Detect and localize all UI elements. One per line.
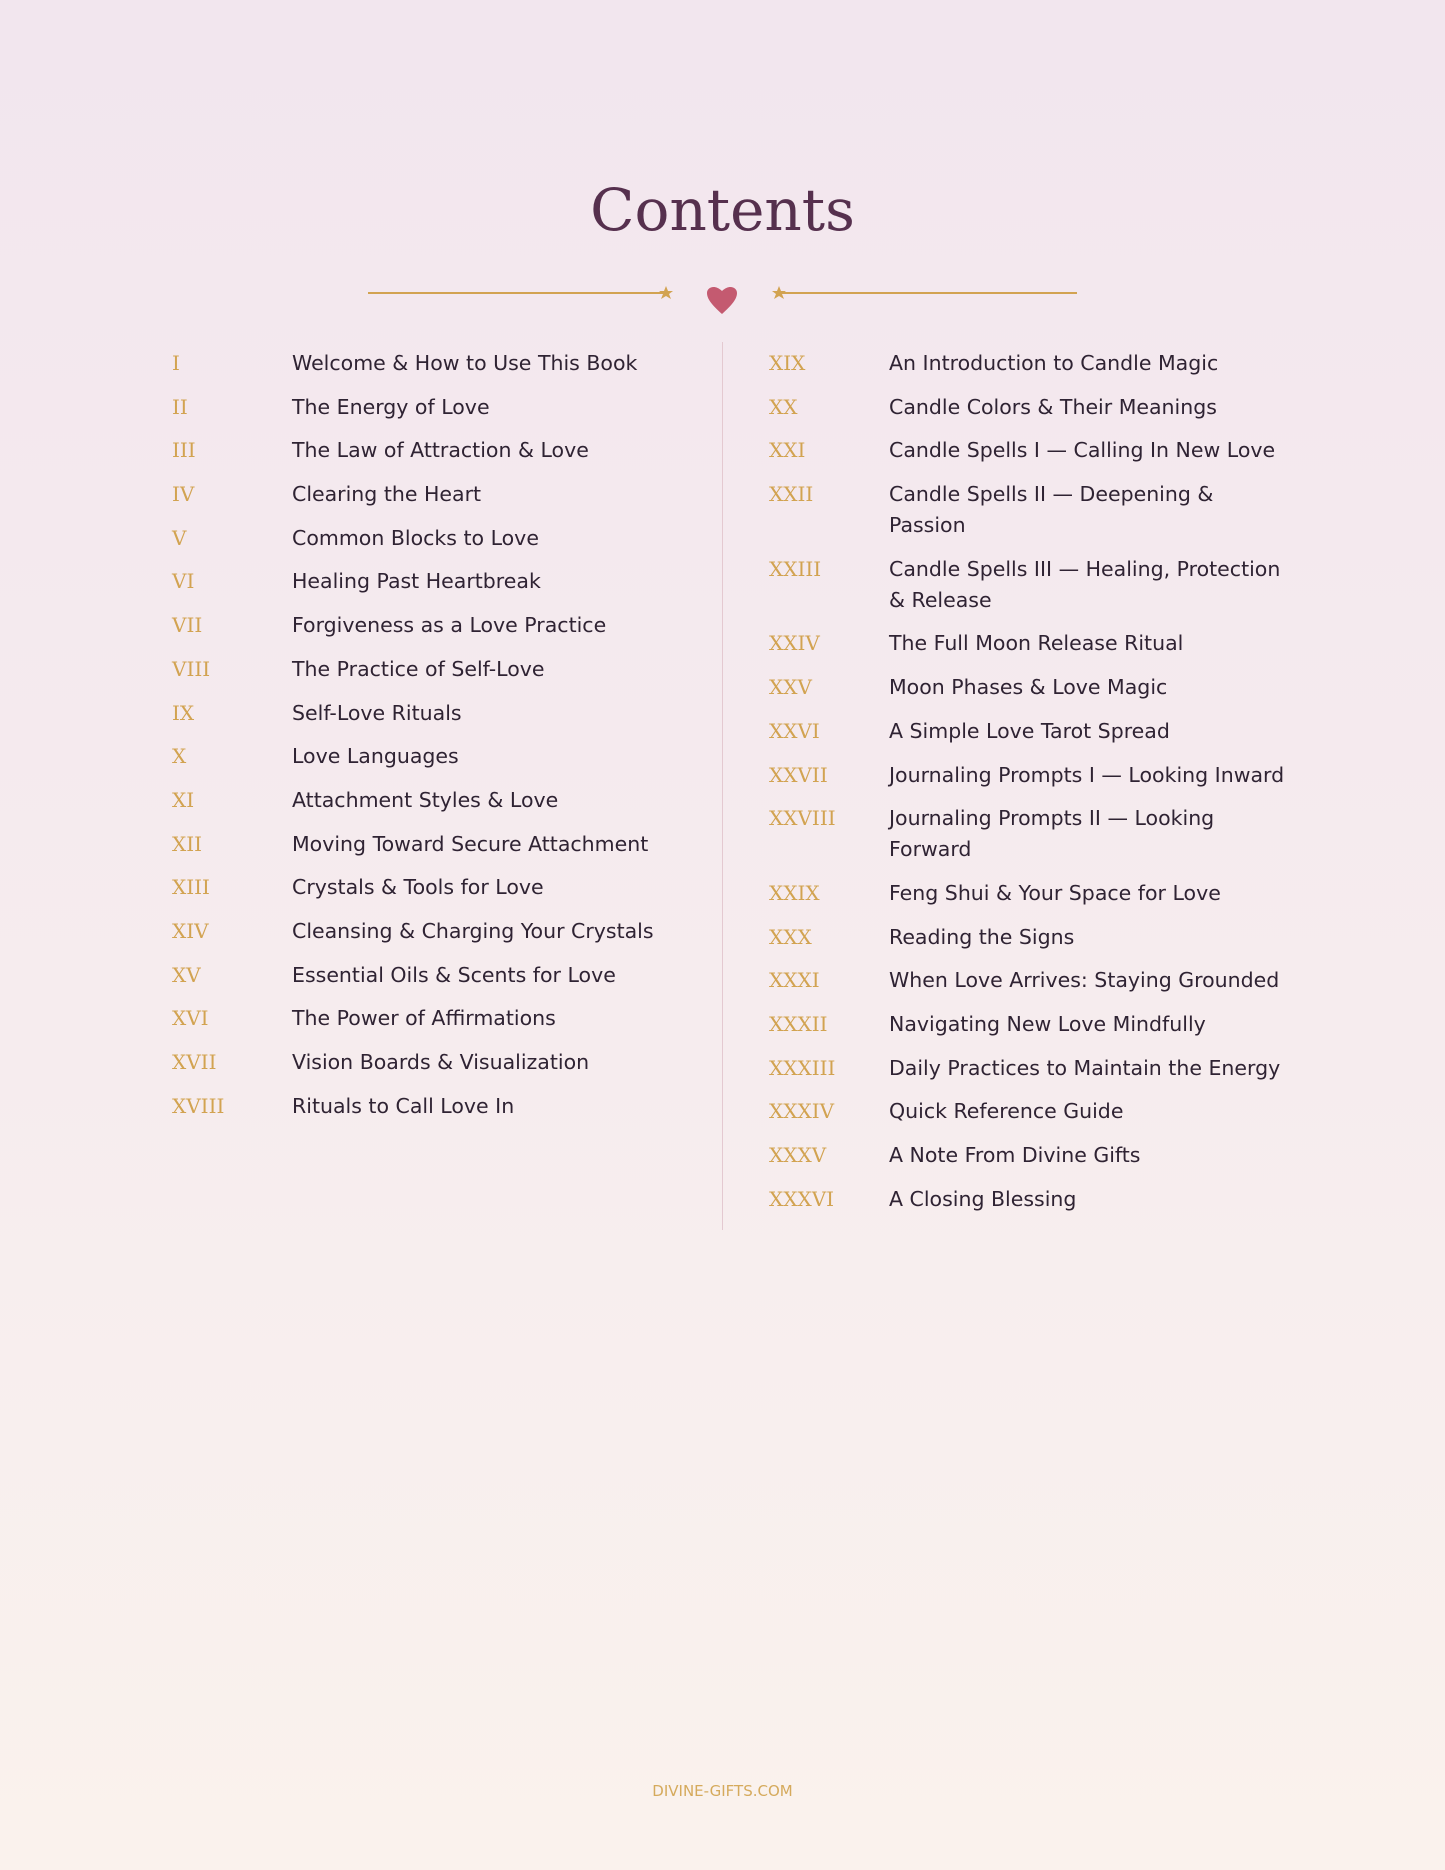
toc-entry[interactable]	[172, 916, 692, 947]
toc-entry[interactable]	[172, 872, 692, 903]
chapter-number: XXVI	[769, 718, 820, 743]
chapter-title: Cleansing & Charging Your Crystals	[292, 918, 654, 943]
chapter-number: IX	[172, 700, 195, 725]
chapter-number: XVI	[172, 1006, 209, 1031]
chapter-title: Candle Spells I — Calling In New Love	[889, 438, 1276, 463]
chapter-number: XV	[172, 962, 201, 987]
chapter-title: Moon Phases & Love Magic	[889, 675, 1168, 700]
toc-entry[interactable]	[769, 1009, 1299, 1040]
chapter-title: Candle Spells II — Deepening & Passion	[889, 482, 1214, 538]
star-icon	[659, 286, 673, 299]
chapter-title: A Note From Divine Gifts	[889, 1143, 1141, 1167]
chapter-title: Vision Boards & Visualization	[292, 1050, 590, 1074]
toc-entry[interactable]	[769, 716, 1299, 747]
chapter-number: XI	[172, 787, 195, 812]
chapter-title: A Simple Love Tarot Spread	[889, 718, 1170, 743]
chapter-number: XXV	[769, 675, 812, 700]
chapter-title: Forgiveness as a Love Practice	[292, 613, 607, 638]
chapter-number: XVII	[172, 1050, 217, 1074]
chapter-number: XXXI	[769, 968, 820, 993]
chapter-number: XXXVI	[769, 1186, 835, 1211]
chapter-title: Daily Practices to Maintain the Energy	[889, 1055, 1281, 1080]
toc-entry[interactable]	[172, 523, 692, 554]
toc-entry[interactable]	[769, 1053, 1299, 1084]
chapter-number: X	[172, 744, 187, 769]
toc-entry[interactable]	[769, 554, 1299, 616]
chapter-number: VIII	[172, 656, 211, 681]
chapter-title: The Practice of Self-Love	[292, 656, 545, 681]
chapter-number: V	[172, 525, 187, 550]
chapter-number: XX	[769, 394, 798, 419]
footer-website[interactable]: DIVINE-GIFTS.COM	[652, 1782, 793, 1800]
chapter-title: Quick Reference Guide	[889, 1099, 1124, 1124]
toc-column-right	[769, 348, 1299, 1227]
chapter-number: XXXV	[769, 1143, 827, 1167]
chapter-title: Moving Toward Secure Attachment	[292, 831, 649, 856]
toc-entry[interactable]	[769, 1140, 1299, 1171]
toc-entry[interactable]	[769, 628, 1299, 659]
chapter-title: A Closing Blessing	[889, 1186, 1077, 1211]
chapter-title: The Power of Affirmations	[292, 1006, 556, 1031]
toc-entry[interactable]	[769, 760, 1299, 791]
toc-entry[interactable]	[769, 1184, 1299, 1215]
toc-entry[interactable]	[172, 610, 692, 641]
chapter-number: III	[172, 438, 196, 463]
chapter-title: Common Blocks to Love	[292, 525, 539, 550]
column-divider	[722, 342, 723, 1230]
chapter-number: XXVII	[769, 762, 828, 787]
title-ornament	[0, 278, 1445, 322]
chapter-title: Crystals & Tools for Love	[292, 875, 544, 900]
chapter-title: When Love Arrives: Staying Grounded	[889, 968, 1280, 993]
toc-entry[interactable]	[172, 1047, 692, 1078]
chapter-title: Navigating New Love Mindfully	[889, 1011, 1206, 1036]
toc-entry[interactable]	[769, 392, 1299, 423]
chapter-number: XIX	[769, 351, 806, 375]
chapter-title: Welcome & How to Use This Book	[292, 351, 638, 375]
chapter-number: XIV	[172, 918, 209, 943]
chapter-number: XXIV	[769, 631, 820, 656]
chapter-number: XVIII	[172, 1093, 225, 1118]
toc-entry[interactable]	[172, 829, 692, 860]
toc-entry[interactable]	[172, 392, 692, 423]
toc-entry[interactable]	[172, 785, 692, 816]
chapter-title: Journaling Prompts II — Looking Forward	[889, 806, 1215, 862]
toc-entry[interactable]	[172, 348, 692, 379]
heart-icon	[707, 287, 737, 314]
chapter-title: Candle Colors & Their Meanings	[889, 394, 1217, 419]
chapter-title: Candle Spells III — Healing, Protection & Release	[889, 556, 1281, 612]
chapter-title: Healing Past Heartbreak	[292, 569, 541, 594]
chapter-title: Journaling Prompts I — Looking Inward	[889, 762, 1285, 787]
toc-entry[interactable]	[769, 965, 1299, 996]
chapter-number: XII	[172, 831, 203, 856]
chapter-number: XXIX	[769, 880, 820, 905]
chapter-title: Rituals to Call Love In	[292, 1093, 515, 1118]
chapter-number: XXXIV	[769, 1099, 835, 1124]
toc-entry[interactable]	[769, 435, 1299, 466]
chapter-title: The Energy of Love	[292, 394, 490, 419]
chapter-number: XXIII	[769, 556, 822, 581]
chapter-number: I	[172, 351, 180, 375]
toc-entry[interactable]	[769, 348, 1299, 379]
toc-entry[interactable]	[769, 479, 1299, 541]
chapter-number: VI	[172, 569, 195, 594]
chapter-title: An Introduction to Candle Magic	[889, 351, 1219, 375]
chapter-number: VII	[172, 613, 203, 638]
chapter-number: II	[172, 394, 188, 419]
toc-entry[interactable]	[172, 479, 692, 510]
toc-entry[interactable]	[172, 741, 692, 772]
chapter-title: The Full Moon Release Ritual	[889, 631, 1184, 656]
toc-entry[interactable]	[172, 435, 692, 466]
chapter-number: XXXII	[769, 1011, 828, 1036]
chapter-title: Self-Love Rituals	[292, 700, 462, 725]
toc-entry[interactable]	[769, 803, 1299, 865]
chapter-number: XXX	[769, 924, 812, 949]
page-title: Contents	[590, 176, 855, 244]
toc-entry[interactable]	[172, 1003, 692, 1034]
chapter-title: The Law of Attraction & Love	[292, 438, 589, 463]
chapter-title: Attachment Styles & Love	[292, 787, 559, 812]
chapter-number: XIII	[172, 875, 210, 900]
toc-column-left	[172, 348, 692, 1134]
toc-entry[interactable]	[172, 654, 692, 685]
chapter-number: XXI	[769, 438, 806, 463]
chapter-title: Feng Shui & Your Space for Love	[889, 880, 1221, 905]
toc-entry[interactable]	[172, 960, 692, 991]
toc-entry[interactable]	[769, 878, 1299, 909]
chapter-number: XXVIII	[769, 806, 836, 831]
toc-entry[interactable]	[769, 672, 1299, 703]
toc-entry[interactable]	[769, 1096, 1299, 1127]
toc-entry[interactable]	[769, 922, 1299, 953]
toc-entry[interactable]	[172, 566, 692, 597]
chapter-title: Clearing the Heart	[292, 482, 482, 507]
chapter-number: XXII	[769, 482, 814, 507]
toc-entry[interactable]	[172, 1091, 692, 1122]
chapter-number: XXXIII	[769, 1055, 836, 1080]
chapter-number: IV	[172, 482, 195, 507]
chapter-title: Love Languages	[292, 744, 459, 769]
chapter-title: Reading the Signs	[889, 924, 1075, 949]
toc-entry[interactable]	[172, 698, 692, 729]
chapter-title: Essential Oils & Scents for Love	[292, 962, 616, 987]
